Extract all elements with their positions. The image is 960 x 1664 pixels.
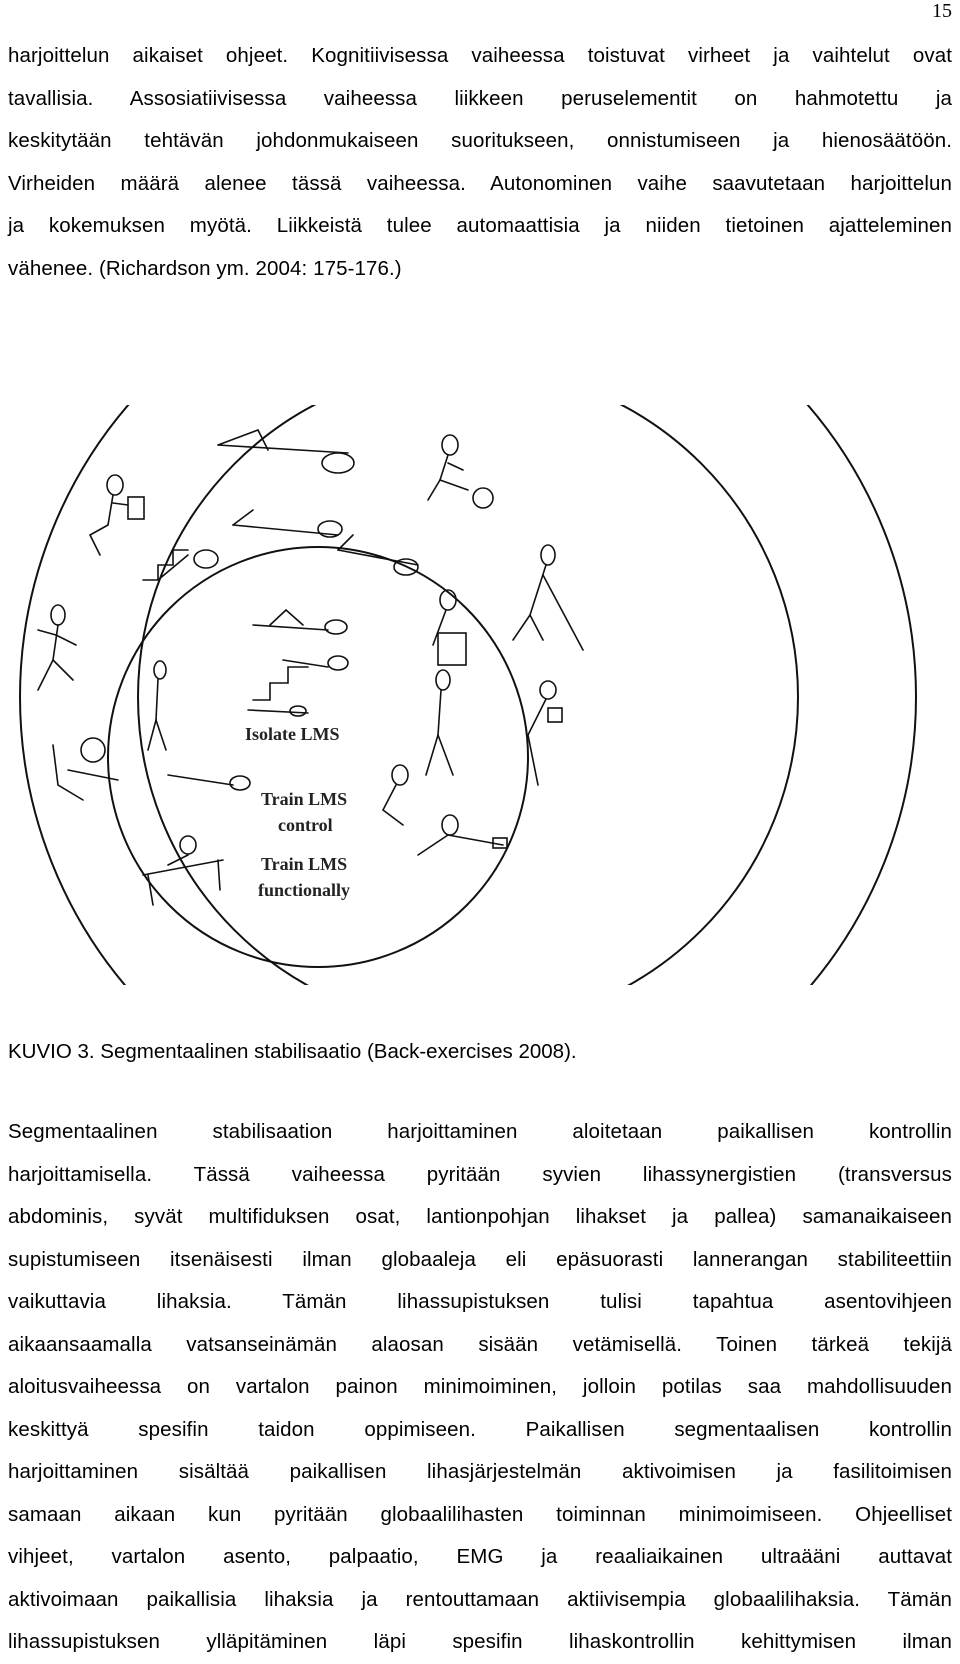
text-line: harjoittelun aikaiset ohjeet. Kognitiivisessa vaiheessa toistuvat virheet ja vaihtelut ovat bbox=[8, 44, 952, 67]
figure-squat bbox=[383, 765, 408, 825]
text-line: aktivoimaan paikallisia lihaksia ja rentouttamaan aktiivisempia globaalilihaksia. Tämän bbox=[8, 1587, 952, 1611]
text-line: harjoittamisella. Tässä vaiheessa pyritään syvien lihassynergistien (transversus bbox=[8, 1162, 952, 1186]
figure-standing-left bbox=[148, 661, 166, 750]
text-line: vaikuttavia lihaksia. Tämän lihassupistuksen tulisi tapahtua asentovihjeen bbox=[8, 1290, 952, 1313]
text-line: aloitusvaiheessa on vartalon painon minimoiminen, jolloin potilas saa mahdollisuuden bbox=[8, 1375, 952, 1398]
text-line: ja kokemuksen myötä. Liikkeistä tulee automaattisia ja niiden tietoinen ajatteleminen bbox=[8, 214, 952, 237]
figure-box-lift bbox=[90, 475, 144, 555]
concentric-circles-diagram bbox=[8, 405, 960, 985]
text-line: abdominis, syvät multifiduksen osat, lantionpohjan lihakset ja pallea) samanaikaiseen bbox=[8, 1205, 952, 1228]
figure-kicking bbox=[428, 435, 493, 508]
figure-push bbox=[418, 815, 507, 855]
text-line: harjoittaminen sisältää paikallisen lihasjärjestelmän aktivoimisen ja fasilitoimisen bbox=[8, 1460, 952, 1483]
text-line: supistumiseen itsenäisesti ilman globaaleja eli epäsuorasti lannerangan stabiliteettiin bbox=[8, 1247, 952, 1271]
text-line: aikaansaamalla vatsanseinämän alaosan sisään vetämisellä. Toinen tärkeä tekijä bbox=[8, 1332, 952, 1356]
figure-steps bbox=[143, 550, 218, 580]
text-line: Segmentaalinen stabilisaation harjoittaminen aloitetaan paikallisen kontrollin bbox=[8, 1120, 952, 1143]
text-line: lihassupistuksen ylläpitäminen läpi spesifin lihaskontrollin kehittymisen ilman bbox=[8, 1630, 952, 1653]
text-line: tavallisia. Assosiatiivisessa vaiheessa liikkeen peruselementit on hahmotettu ja bbox=[8, 86, 952, 110]
figure-inner-lying-1 bbox=[253, 610, 347, 634]
paragraph-1 bbox=[8, 35, 952, 290]
segmental-stabilisation-figure bbox=[8, 405, 960, 985]
label-train-lms-control-2: control bbox=[278, 815, 333, 835]
text-line: vähenee. (Richardson ym. 2004: 175-176.) bbox=[8, 256, 402, 280]
text-line: vihjeet, vartalon asento, palpaatio, EMG ja reaaliaikainen ultraääni auttavat bbox=[8, 1545, 952, 1568]
figure-inner-lying-2 bbox=[248, 706, 308, 716]
paragraph-2 bbox=[8, 1111, 952, 1664]
label-train-lms-functionally-2: functionally bbox=[258, 880, 351, 900]
page-number: 15 bbox=[932, 0, 952, 22]
figure-caption: KUVIO 3. Segmentaalinen stabilisaatio (Back-exercises 2008). bbox=[8, 1040, 577, 1063]
figure-bench bbox=[143, 836, 223, 905]
figure-raking bbox=[513, 545, 583, 650]
figure-running bbox=[38, 605, 76, 690]
text-line: Virheiden määrä alenee tässä vaiheessa. Autonominen vaihe saavutetaan harjoittelun bbox=[8, 171, 952, 195]
figure-lift-right bbox=[528, 681, 562, 785]
figure-chair bbox=[433, 590, 466, 665]
label-isolate-lms: Isolate LMS bbox=[245, 724, 340, 744]
figure-walking-right bbox=[426, 670, 453, 775]
text-line: keskittyä spesifin taidon oppimiseen. Paikallisen segmentaalisen kontrollin bbox=[8, 1417, 952, 1441]
text-line: keskitytään tehtävän johdonmukaiseen suoritukseen, onnistumiseen ja hienosäätöön. bbox=[8, 129, 952, 152]
inner-ring-circle bbox=[108, 547, 528, 967]
text-line: samaan aikaan kun pyritään globaalilihasten toiminnan minimoimiseen. Ohjeelliset bbox=[8, 1502, 952, 1526]
figure-bridge bbox=[233, 510, 342, 537]
figure-lying-top bbox=[218, 430, 354, 473]
figure-ball-lying bbox=[168, 775, 250, 790]
outer-ring-circle bbox=[20, 405, 916, 985]
label-train-lms-control-1: Train LMS bbox=[261, 789, 348, 809]
label-train-lms-functionally-1: Train LMS bbox=[261, 854, 348, 874]
middle-ring-circle bbox=[138, 405, 798, 985]
figure-inner-steps bbox=[253, 656, 348, 700]
